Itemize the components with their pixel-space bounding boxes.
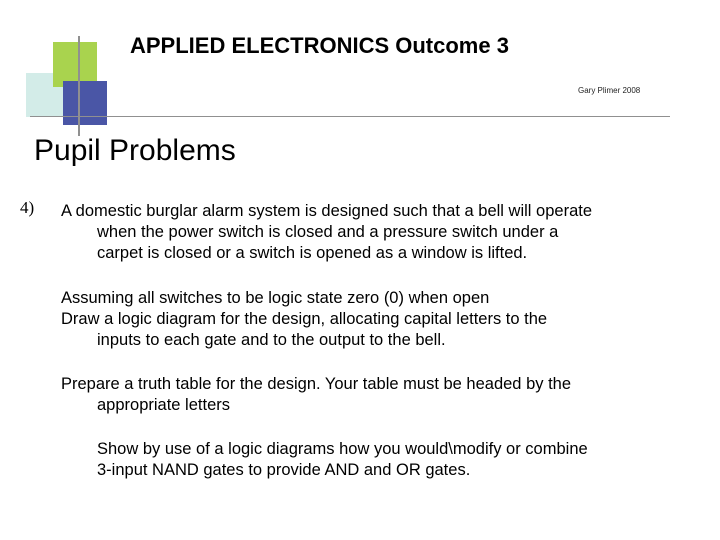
text-line: appropriate letters [97,396,230,414]
decor-blue-square [63,81,107,125]
text-line: Draw a logic diagram for the design, allocating capital letters to the [61,310,548,328]
truth-table-task [61,374,571,416]
text-line: A domestic burglar alarm system is designed such that a bell will operate [61,202,593,220]
decor-vertical-line [78,36,80,136]
text-line: Show by use of a logic diagrams how you would\modify or combine [97,440,588,458]
text-line: Assuming all switches to be logic state zero (0) when open [61,289,490,307]
section-heading: Pupil Problems [34,134,236,167]
logic-diagram-task [61,288,547,351]
slide-title: APPLIED ELECTRONICS Outcome 3 [130,33,509,58]
text-line: when the power switch is closed and a pressure switch under a [97,223,559,241]
text-line: inputs to each gate and to the output to the bell. [97,331,446,349]
text-line: carpet is closed or a switch is opened as a window is lifted. [97,244,528,262]
text-line: 3-input NAND gates to provide AND and OR gates. [97,461,471,479]
problem-number: 4) [20,198,35,217]
title-divider-line [30,116,670,117]
problem-description [61,201,592,264]
author-credit: Gary Plimer 2008 [578,86,641,95]
nand-gate-task [97,439,588,481]
text-line: Prepare a truth table for the design. Your table must be headed by the [61,375,572,393]
